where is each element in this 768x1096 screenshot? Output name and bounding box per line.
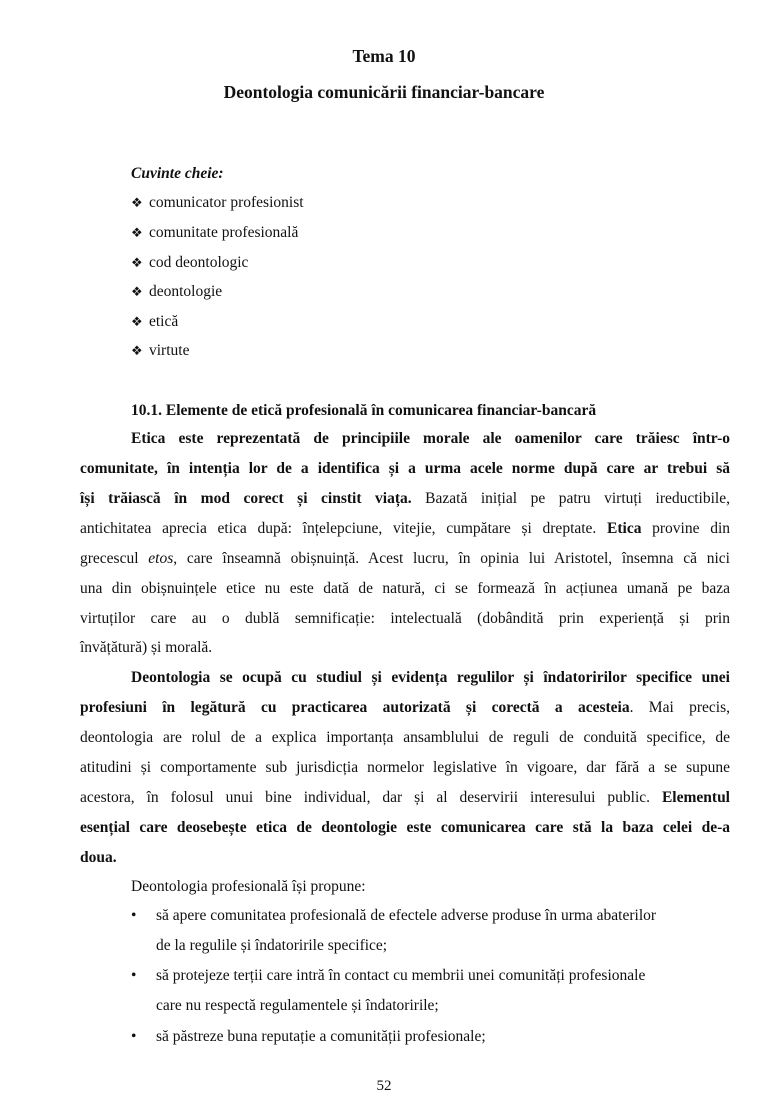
paragraph-line: profesiuni în legătură cu practicarea autorizată și corectă a acesteia. Mai precis, xyxy=(80,699,731,716)
bullet-text: de la regulile și îndatoririle specifice; xyxy=(156,937,388,954)
keywords-heading: Cuvinte cheie: xyxy=(131,165,224,182)
diamond-bullet-icon: ❖ xyxy=(131,195,143,210)
paragraph-line: Etica este reprezentată de principiile morale ale oamenilor care trăiesc într-o xyxy=(131,430,730,447)
paragraph-line: virtuților care au o dublă semnificație: intelectuală (dobândită prin experiență și prin xyxy=(80,610,730,627)
paragraph-line: deontologia are rolul de a explica importanța ansamblului de reguli de conduită specifice, de xyxy=(80,729,730,746)
bullet-text: să păstreze buna reputație a comunității profesionale; xyxy=(156,1028,486,1045)
keyword-item: ❖ comunitate profesională xyxy=(131,224,299,241)
diamond-bullet-icon: ❖ xyxy=(131,255,143,270)
keyword-item: ❖ comunicator profesionist xyxy=(131,194,304,211)
paragraph-line: își trăiască în mod corect și cinstit viața. Bazată inițial pe patru virtuți ireductibile, xyxy=(80,490,730,507)
diamond-bullet-icon: ❖ xyxy=(131,284,143,299)
paragraph-line: grecescul etos, care înseamnă obișnuință. Acest lucru, în opinia lui Aristotel, însemna că nici xyxy=(80,550,730,567)
paragraph-line: antichitatea aprecia etica după: înțelepciune, vitejie, cumpătare și dreptate. Etica provine din xyxy=(80,520,730,537)
diamond-bullet-icon: ❖ xyxy=(131,225,143,240)
paragraph-line: comunitate, în intenția lor de a identifica și a urma acele norme după care ar trebui să xyxy=(80,460,730,477)
paragraph-line: Deontologia se ocupă cu studiul și evidența regulilor și îndatoririlor specifice unei xyxy=(131,669,730,686)
bullet-dot-icon: • xyxy=(131,967,137,984)
keyword-item: ❖ etică xyxy=(131,313,179,330)
keyword-item: ❖ cod deontologic xyxy=(131,254,249,271)
paragraph-line: atitudini și comportamente sub jurisdicția normelor legislative în vigoare, dar fără a se supune xyxy=(80,759,730,776)
paragraph-line: esențial care deosebește etica de deontologie este comunicarea care stă la baza celei de-a xyxy=(80,819,730,836)
bullet-text: care nu respectă regulamentele și îndatoririle; xyxy=(156,997,439,1014)
document-title: Deontologia comunicării financiar-bancare xyxy=(223,82,545,102)
paragraph-line: una din obișnuințele etice nu este dată de natură, ci se formează în acțiunea umană pe baza xyxy=(80,580,730,597)
keyword-item: ❖ deontologie xyxy=(131,283,223,300)
diamond-bullet-icon: ❖ xyxy=(131,314,143,329)
paragraph-line: acestora, în folosul unui bine individual, dar și al deservirii interesului public. Elementul xyxy=(80,789,730,806)
paragraph-line: doua. xyxy=(80,849,117,866)
section-heading: 10.1. Elemente de etică profesională în comunicarea financiar-bancară xyxy=(131,402,597,419)
keyword-item: ❖ virtute xyxy=(131,342,190,359)
paragraph-line: învățătură) și morală. xyxy=(80,639,213,656)
bullet-text: să protejeze terții care intră în contact cu membrii unei comunități profesionale xyxy=(156,967,646,984)
bullet-dot-icon: • xyxy=(131,1028,137,1045)
bullet-dot-icon: • xyxy=(131,907,137,924)
page-number: 52 xyxy=(376,1078,392,1094)
diamond-bullet-icon: ❖ xyxy=(131,343,143,358)
paragraph-line: Deontologia profesională își propune: xyxy=(131,878,366,895)
bullet-text: să apere comunitatea profesională de efectele adverse produse în urma abaterilor xyxy=(156,907,657,924)
theme-heading: Tema 10 xyxy=(352,46,416,66)
